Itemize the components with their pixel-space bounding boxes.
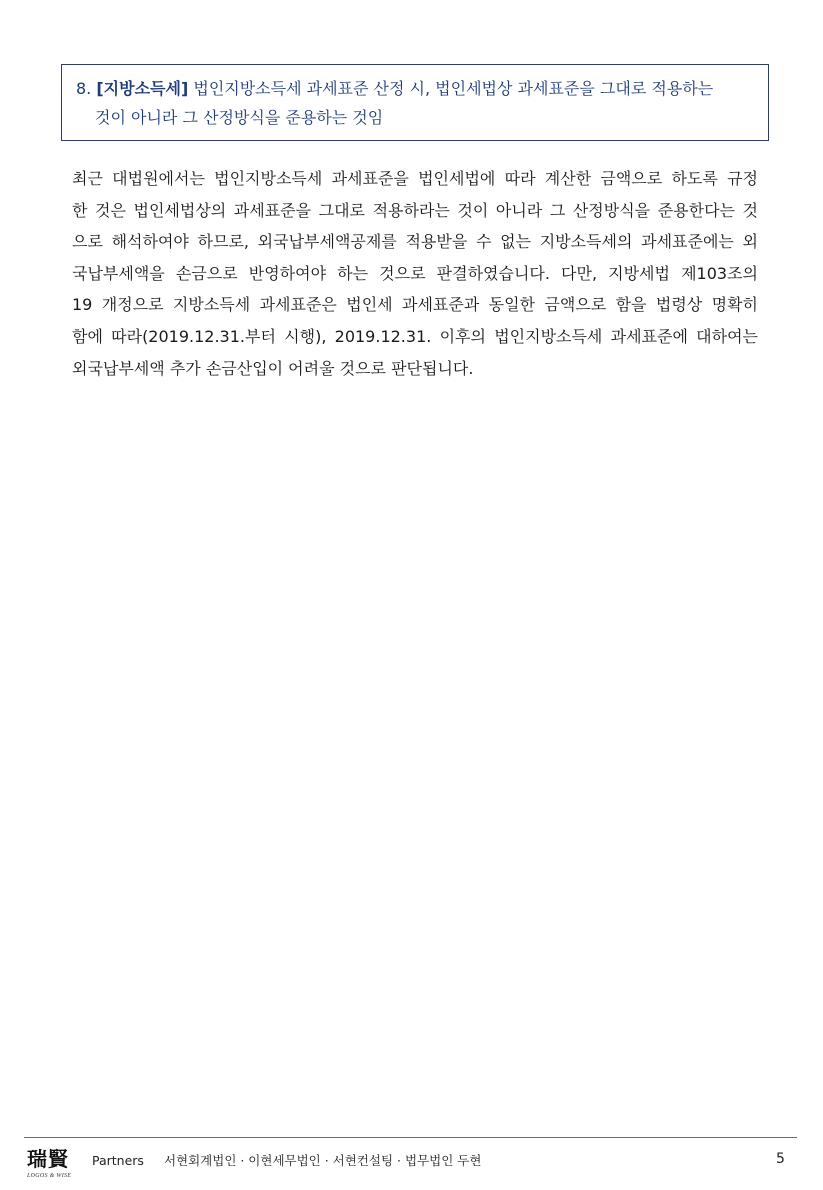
body-line: 한 것은 법인세법상의 과세표준을 그대로 적용하라는 것이 아니라 그 산정방식을 준용한다는 것 [72, 200, 758, 220]
section-number: 8. [76, 79, 92, 98]
body-line: 국납부세액을 손금으로 반영하여야 하는 것으로 판결하였습니다. 다만, 지방세법 제103조의 [72, 263, 758, 283]
logo-subtitle: LOGOS & WISE [27, 1173, 72, 1179]
section-title-line1: 법인지방소득세 과세표준 산정 시, 법인세법상 과세표준을 그대로 적용하는 [193, 79, 714, 98]
section-title-box [61, 64, 769, 141]
body-line: 으로 해석하여야 하므로, 외국납부세액공제를 적용받을 수 없는 지방소득세의 과세표준에는 외 [72, 232, 758, 252]
body-line: 외국납부세액 추가 손금산입이 어려울 것으로 판단됩니다. [72, 358, 474, 378]
logo-mark: 瑞賢 [27, 1147, 69, 1171]
footer-partners-label: Partners [92, 1153, 144, 1168]
body-paragraph [72, 163, 758, 384]
footer-firm-list: 서현회계법인 · 이현세무법인 · 서현컨설팅 · 법무법인 두현 [163, 1153, 482, 1168]
body-line: 함에 따라(2019.12.31.부터 시행), 2019.12.31. 이후의 법인지방소득세 과세표준에 대하여는 [72, 326, 758, 346]
section-title-line2: 것이 아니라 그 산정방식을 준용하는 것임 [95, 108, 384, 127]
section-tag: [지방소득세] [96, 79, 189, 98]
footer-firms [92, 1153, 481, 1169]
body-line: 19 개정으로 지방소득세 과세표준은 법인세 과세표준과 동일한 금액으로 함을 법령상 명확히 [72, 295, 758, 315]
footer-divider [24, 1137, 797, 1138]
body-line: 최근 대법원에서는 법인지방소득세 과세표준을 법인세법에 따라 계산한 금액으로 하도록 규정 [72, 169, 758, 188]
firm-logo [27, 1149, 77, 1181]
page-number: 5 [776, 1151, 785, 1167]
